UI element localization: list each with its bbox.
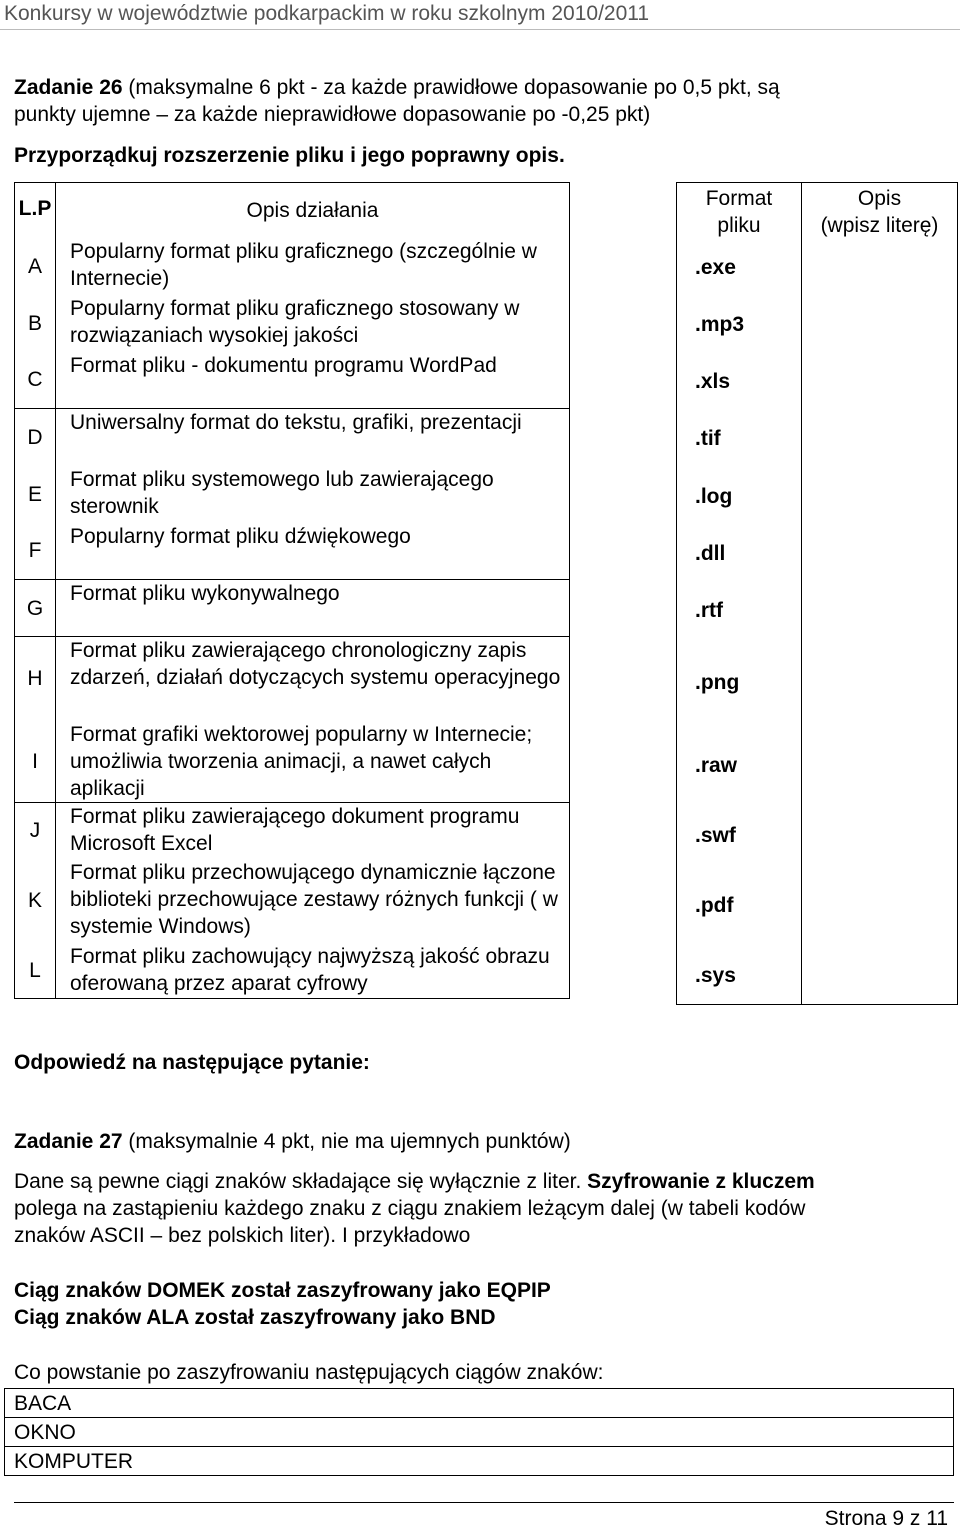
row-description: Format pliku systemowego lub zawierającego sterownik	[70, 467, 494, 518]
col-opis-header: Opis działania	[246, 199, 379, 222]
task27-label: Zadanie 27	[14, 1130, 123, 1153]
row-description: Popularny format pliku dźwiękowego	[56, 523, 570, 580]
table-row	[15, 859, 570, 943]
task26-instruction: Przyporządkuj rozszerzenie pliku i jego poprawny opis.	[14, 144, 565, 167]
col-answer-header-line2: (wpisz literę)	[820, 214, 939, 237]
table-row	[15, 523, 570, 580]
table-row	[15, 803, 570, 859]
table-row	[15, 637, 570, 721]
task27-para-line1	[14, 1168, 815, 1195]
row-letter: F	[15, 523, 56, 580]
column-divider	[801, 183, 802, 1004]
extension-item: .rtf	[695, 599, 723, 622]
string-cell: OKNO	[5, 1418, 954, 1447]
extension-item: .tif	[695, 427, 721, 450]
extension-table	[676, 182, 958, 1005]
example-2: Ciąg znaków ALA został zaszyfrowany jako BND	[14, 1306, 496, 1329]
table-row	[15, 238, 570, 295]
col-answer-header-line1: Opis	[857, 187, 902, 210]
row-description: Format grafiki wektorowej popularny w Internecie; umożliwia tworzenia animacji, a nawet całych aplikacji	[56, 721, 570, 803]
table-row	[15, 295, 570, 352]
row-description: Popularny format pliku graficznego (szczególnie w Internecie)	[70, 239, 537, 290]
description-table	[14, 182, 570, 999]
col-format-header-line2: pliku	[717, 214, 761, 237]
row-description: Format pliku zawierającego dokument programu Microsoft Excel	[70, 805, 520, 855]
row-letter: L	[15, 943, 56, 999]
task27-para-emphasis: Szyfrowanie z kluczem	[587, 1170, 815, 1193]
extension-item: .xls	[695, 370, 731, 393]
task26-heading-line1	[14, 74, 780, 101]
extension-item: .log	[695, 485, 733, 508]
table-row	[5, 1389, 954, 1418]
example-1: Ciąg znaków DOMEK został zaszyfrowany jako EQPIP	[14, 1279, 551, 1302]
row-letter: A	[15, 238, 56, 295]
page-number: Strona 9 z 11	[824, 1507, 948, 1530]
task27-heading	[14, 1128, 571, 1155]
task27-para-line3: znaków ASCII – bez polskich liter). I przykładowo	[14, 1224, 471, 1247]
table-row	[15, 943, 570, 999]
row-letter: D	[15, 409, 56, 466]
row-description: Format pliku wykonywalnego	[56, 580, 570, 637]
col-answer-header	[802, 185, 957, 239]
table-row	[5, 1418, 954, 1447]
task27-question: Co powstanie po zaszyfrowaniu następujących ciągów znaków:	[14, 1361, 604, 1384]
footer-divider	[14, 1502, 954, 1503]
extension-item: .dll	[695, 542, 726, 565]
extension-item: .png	[695, 671, 740, 694]
page-header: Konkursy w województwie podkarpackim w roku szkolnym 2010/2011	[0, 0, 960, 30]
table-row	[15, 409, 570, 466]
row-description: Format pliku - dokumentu programu WordPad	[56, 352, 570, 409]
row-letter: E	[15, 466, 56, 523]
row-letter: I	[15, 721, 56, 803]
task27-para-text: Dane są pewne ciągi znaków składające się wyłącznie z liter.	[14, 1170, 588, 1193]
strings-table	[4, 1388, 954, 1476]
task26-label: Zadanie 26	[14, 76, 123, 99]
row-description: Popularny format pliku graficznego stosowany w rozwiązaniach wysokiej jakości	[70, 296, 520, 347]
row-letter: G	[15, 580, 56, 637]
extension-item: .pdf	[695, 894, 734, 917]
table-row	[15, 580, 570, 637]
extension-item: .exe	[695, 256, 736, 279]
extension-item: .mp3	[695, 313, 745, 336]
table-row	[5, 1447, 954, 1476]
row-description: Uniwersalny format do tekstu, grafiki, prezentacji	[70, 411, 522, 434]
table-row	[15, 352, 570, 409]
row-description: Format pliku zawierającego chronologiczny zapis zdarzeń, działań dotyczących systemu operacyjnego	[70, 639, 561, 689]
section-heading: Odpowiedź na następujące pytanie:	[14, 1051, 370, 1074]
col-format-header-line1: Format	[705, 187, 773, 210]
task27-scoring: (maksymalnie 4 pkt, nie ma ujemnych punktów)	[122, 1130, 571, 1153]
extension-item: .swf	[695, 824, 736, 847]
col-lp-header: L.P	[15, 183, 56, 238]
task26-heading-line2: punkty ujemne – za każde nieprawidłowe dopasowanie po -0,25 pkt)	[14, 103, 651, 126]
table-row	[15, 721, 570, 803]
row-letter: J	[15, 803, 56, 859]
row-letter: B	[15, 295, 56, 352]
table-row	[15, 466, 570, 523]
extension-item: .sys	[695, 964, 736, 987]
col-format-header	[677, 185, 801, 239]
task26-scoring: (maksymalne 6 pkt - za każde prawidłowe dopasowanie po 0,5 pkt, są	[122, 76, 780, 99]
string-cell: BACA	[5, 1389, 954, 1418]
extension-item: .raw	[695, 754, 738, 777]
row-letter: C	[15, 352, 56, 409]
row-description: Format pliku przechowującego dynamicznie łączone biblioteki przechowujące zestawy różnych funkcji ( w systemie Windows)	[70, 860, 558, 938]
row-letter: H	[15, 637, 56, 721]
task27-para-line2: polega na zastąpieniu każdego znaku z ciągu znakiem leżącym dalej (w tabeli kodów	[14, 1197, 806, 1220]
string-cell: KOMPUTER	[5, 1447, 954, 1476]
row-letter: K	[15, 859, 56, 943]
row-description: Format pliku zachowujący najwyższą jakość obrazu oferowaną przez aparat cyfrowy	[70, 944, 550, 995]
